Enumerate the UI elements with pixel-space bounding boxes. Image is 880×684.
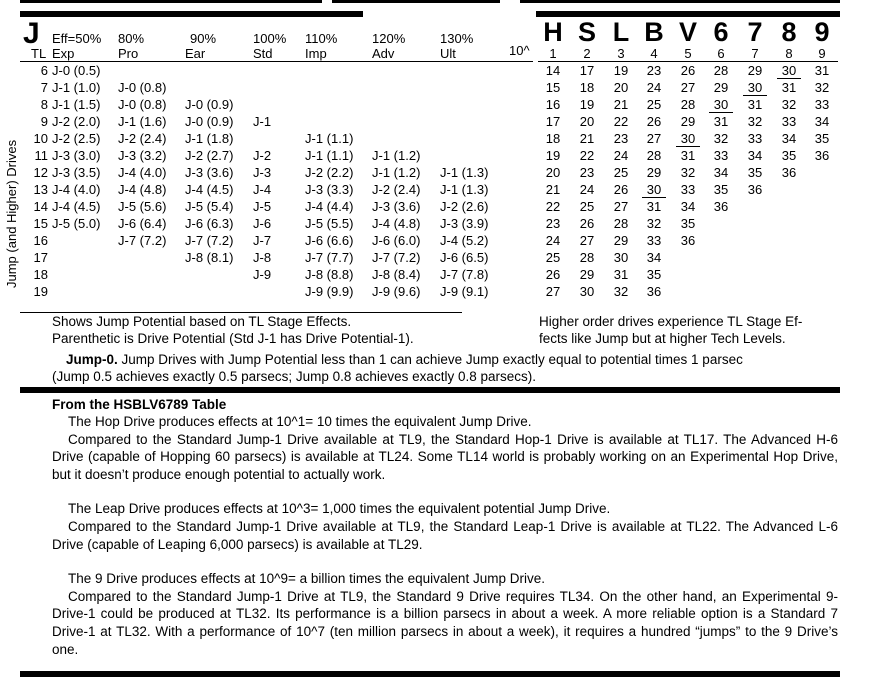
tl-value: 14 [545,63,561,78]
jump-cell: J-4 (4.0) [52,182,101,197]
jump-cell: J-0 (0.5) [52,63,101,78]
efficiency-header: 110% [305,31,338,46]
tl-value: 18 [545,131,561,146]
tl-value: 24 [646,80,662,95]
hsblv-header-underline [538,61,838,62]
jump-cell: J-2 (2.7) [185,148,234,163]
jump-cell: J-8 (8.4) [372,267,421,282]
jump-cell: J-8 (8.8) [305,267,354,282]
jump-cell: J-0 (0.8) [118,80,167,95]
tl-cell: 12 [33,165,48,180]
boundary-mark [676,146,700,147]
tl-value: 21 [613,97,629,112]
tl-value: 26 [545,267,561,282]
drive-letter: 9 [814,17,830,47]
drive-exponent: 4 [650,46,658,61]
paragraph-9drive-detail: Compared to the Standard Jump-1 Drive at TL9, the Standard 9 Drive requires TL34. On the other hand, an Experimental 9-Drive-1 could be produced at TL32. Its performance is a billion parsecs in about a week. A more reliable option is a Standard 7 Drive-1 at TL32. With a performance of 10^7 (ten million parsecs in about a week), it requires a hundred “jumps” to the 9 Drive’s one. [52,588,838,657]
tl-value: 33 [781,114,797,129]
tl-value: 35 [646,267,662,282]
tl-value: 24 [545,233,561,248]
tl-value: 20 [545,165,561,180]
tl-value: 31 [713,114,729,129]
tl-value: 21 [545,182,561,197]
jump-cell: J-3 [253,165,272,180]
jump0-title: Jump-0. [66,352,118,367]
tl-value: 27 [579,233,595,248]
efficiency-header: 90% [190,31,217,46]
jump-cell: J-7 (7.2) [185,233,234,248]
tl-value: 33 [680,182,696,197]
tl-value: 22 [579,148,595,163]
jump-cell: J-9 (9.9) [305,284,354,299]
paragraph-hop-effect: The Hop Drive produces effects at 10^1= 10 times the equivalent Jump Drive. [68,414,532,429]
drive-exponent: 1 [549,46,557,61]
drive-letter: 8 [781,17,797,47]
jump-cell: J-1 (1.3) [440,182,489,197]
jump-cell: J-2 [253,148,272,163]
section-rule [20,387,840,393]
drive-letter: S [577,17,596,47]
jump-cell: J-9 (9.6) [372,284,421,299]
jump-cell: J-7 (7.2) [372,250,421,265]
drive-letter: 6 [713,17,729,47]
tl-value: 34 [680,199,696,214]
boundary-mark [743,95,767,96]
jump-cell: J-1 (1.2) [372,148,421,163]
tl-value: 28 [613,216,629,231]
stage-header: Adv [372,46,395,61]
tl-value: 30 [781,63,797,78]
jump-cell: J-5 [253,199,272,214]
boundary-mark [777,78,801,79]
drive-exponent: 7 [751,46,759,61]
tl-value: 23 [579,165,595,180]
jump-table-letter: J [23,17,40,50]
tl-value: 29 [713,80,729,95]
jump-cell: J-5 (5.5) [305,216,354,231]
drive-exponent: 2 [583,46,591,61]
tl-value: 27 [680,80,696,95]
tl-value: 35 [713,182,729,197]
drive-exponent: 6 [717,46,725,61]
tl-value: 26 [646,114,662,129]
tl-cell: 14 [33,199,48,214]
jump-cell: J-1 (1.0) [52,80,101,95]
tl-value: 33 [747,131,763,146]
tl-value: 34 [747,148,763,163]
jump-cell: J-0 (0.9) [185,97,234,112]
tl-value: 23 [613,131,629,146]
tl-cell: 13 [33,182,48,197]
boundary-mark [642,197,666,198]
jump-cell: J-9 (9.1) [440,284,489,299]
drive-exponent: 8 [785,46,793,61]
header-rule-left [20,11,363,17]
jump-cell: J-1 [253,114,272,129]
tl-value: 36 [646,284,662,299]
jump-cell: J-7 [253,233,272,248]
jump-cell: J-5 (5.0) [52,216,101,231]
tl-value: 28 [713,63,729,78]
tl-value: 32 [646,216,662,231]
exponent-label: 10^ [509,43,530,58]
jump-cell: J-3 (3.3) [305,182,354,197]
tl-cell: 7 [40,80,48,95]
tl-value: 27 [545,284,561,299]
drive-letter: 7 [747,17,763,47]
jump-cell: J-6 (6.5) [440,250,489,265]
tl-value: 31 [814,63,830,78]
tl-value: 24 [579,182,595,197]
tl-value: 36 [814,148,830,163]
stage-header: Ult [440,46,456,61]
bottom-rule [20,671,840,677]
tl-value: 24 [613,148,629,163]
tl-value: 25 [579,199,595,214]
jump-cell: J-3 (3.0) [52,148,101,163]
jump-cell: J-7 (7.2) [118,233,167,248]
tl-value: 29 [579,267,595,282]
jump-cell: J-6 [253,216,272,231]
jump0-line-2: (Jump 0.5 achieves exactly 0.5 parsecs; Jump 0.8 achieves exactly 0.8 parsecs). [52,369,536,384]
tl-cell: 8 [40,97,48,112]
stage-header: Imp [305,46,327,61]
tl-value: 19 [545,148,561,163]
jump-cell: J-0 (0.9) [185,114,234,129]
tl-value: 34 [814,114,830,129]
tl-value: 25 [613,165,629,180]
tl-value: 30 [646,182,662,197]
tl-value: 23 [646,63,662,78]
jump-cell: J-4 (4.0) [118,165,167,180]
tl-value: 34 [781,131,797,146]
tl-value: 34 [646,250,662,265]
tl-value: 16 [545,97,561,112]
jump-cell: J-2 (2.4) [372,182,421,197]
tl-cell: 9 [40,114,48,129]
jump-cell: J-2 (2.2) [305,165,354,180]
stage-header: Pro [118,46,139,61]
jump-cell: J-0 (0.8) [118,97,167,112]
tl-cell: 10 [33,131,48,146]
jump-cell: J-5 (5.4) [185,199,234,214]
jump-cell: J-7 (7.8) [440,267,489,282]
tl-value: 35 [781,148,797,163]
jump-cell: J-3 (3.6) [372,199,421,214]
tl-value: 34 [713,165,729,180]
tl-value: 32 [747,114,763,129]
jump-cell: J-2 (2.0) [52,114,101,129]
drive-letter: H [543,17,563,47]
drive-letter: L [612,17,630,47]
efficiency-header: 130% [440,31,474,46]
jump-note-1: Shows Jump Potential based on TL Stage Effects. [52,314,352,329]
tl-cell: 6 [40,63,48,78]
jump-cell: J-9 [253,267,272,282]
jump-cell: J-1 (1.2) [372,165,421,180]
tl-value: 18 [579,80,595,95]
tl-value: 28 [680,97,696,112]
tl-value: 32 [680,165,696,180]
jump-cell: J-8 (8.1) [185,250,234,265]
tl-value: 17 [545,114,561,129]
tl-value: 21 [579,131,595,146]
tl-value: 31 [747,97,763,112]
side-label: Jump (and Higher) Drives [4,139,19,288]
efficiency-header: 100% [253,31,287,46]
tl-value: 25 [545,250,561,265]
jump-cell: J-3 (3.9) [440,216,489,231]
paragraph-leap-effect: The Leap Drive produces effects at 10^3= 1,000 times the equivalent potential Jump Drive. [68,501,611,517]
efficiency-header: Eff=50% [52,31,102,46]
tl-value: 36 [713,199,729,214]
tl-value: 30 [613,250,629,265]
jump-cell: J-8 [253,250,272,265]
tl-value: 29 [613,233,629,248]
jump-cell: J-1 (1.3) [440,165,489,180]
jump-cell: J-4 (4.4) [305,199,354,214]
tl-cell: 18 [33,267,48,282]
jump-cell: J-1 (1.5) [52,97,101,112]
paragraph-9drive-effect: The 9 Drive produces effects at 10^9= a billion times the equivalent Jump Drive. [68,571,545,587]
tl-value: 22 [613,114,629,129]
tl-value: 35 [814,131,830,146]
drive-letter: V [678,17,697,47]
paragraph-hop-detail: Compared to the Standard Jump-1 Drive available at TL9, the Standard Hop-1 Drive is available at TL17. The Advanced H-6 Drive (capable of Hopping 60 parsecs) is available at TL24. Some TL14 world is probably working on an Experimental Hop Drive, but it doesn’t produce enough potential to actually work. [52,431,838,482]
drive-exponent: 5 [684,46,692,61]
jump-cell: J-4 (4.8) [372,216,421,231]
tl-value: 32 [613,284,629,299]
tl-cell: 17 [33,250,48,265]
tl-value: 19 [613,63,629,78]
jump-cell: J-6 (6.6) [305,233,354,248]
tl-value: 32 [713,131,729,146]
jump-cell: J-2 (2.4) [118,131,167,146]
tl-value: 17 [579,63,595,78]
tl-value: 20 [579,114,595,129]
jump-cell: J-4 (4.8) [118,182,167,197]
tl-value: 32 [781,97,797,112]
tl-value: 25 [646,97,662,112]
drive-exponent: 9 [818,46,826,61]
top-rule-right [520,0,840,3]
tl-value: 33 [814,97,830,112]
jump-cell: J-3 (3.5) [52,165,101,180]
jump-cell: J-5 (5.6) [118,199,167,214]
tl-value: 36 [781,165,797,180]
top-rule-left [20,0,322,3]
jump-cell: J-1 (1.1) [305,131,354,146]
tl-value: 31 [613,267,629,282]
hsblv-note-1: Higher order drives experience TL Stage Ef- [539,314,803,329]
drive-exponent: 3 [617,46,625,61]
top-rule-mid [332,0,500,3]
tl-value: 26 [680,63,696,78]
tl-value: 27 [613,199,629,214]
stage-header: Std [253,46,273,61]
tl-value: 27 [646,131,662,146]
hsblv-section-body [52,413,838,658]
tl-cell: 15 [33,216,48,231]
jump-cell: J-1 (1.1) [305,148,354,163]
tl-value: 26 [613,182,629,197]
jump-cell: J-4 (5.2) [440,233,489,248]
tl-value: 32 [814,80,830,95]
jump-cell: J-7 (7.7) [305,250,354,265]
jump-cell: J-4 (4.5) [185,182,234,197]
hsblv-section-title: From the HSBLV6789 Table [52,397,227,412]
efficiency-header: 80% [118,31,145,46]
jump-cell: J-6 (6.0) [372,233,421,248]
tl-value: 33 [646,233,662,248]
tl-value: 28 [646,148,662,163]
jump-cell: J-1 (1.6) [118,114,167,129]
jump-cell: J-1 (1.8) [185,131,234,146]
jump-cell: J-2 (2.5) [52,131,101,146]
drive-letter: B [644,17,664,47]
tl-value: 31 [680,148,696,163]
stage-header: Exp [52,46,75,61]
tl-cell: 11 [34,148,48,163]
jump-cell: J-3 (3.6) [185,165,234,180]
tl-value: 36 [747,182,763,197]
tl-cell: 19 [33,284,48,299]
jump-cell: J-6 (6.4) [118,216,167,231]
stage-header: Ear [185,46,206,61]
jump-cell: J-3 (3.2) [118,148,167,163]
jump-cell: J-4 [253,182,272,197]
tl-value: 29 [646,165,662,180]
tl-value: 36 [680,233,696,248]
tl-value: 35 [680,216,696,231]
tl-value: 20 [613,80,629,95]
hsblv-note-2: fects like Jump but at higher Tech Levels. [539,331,786,346]
tl-column-label: TL [31,46,47,61]
tl-value: 28 [579,250,595,265]
tl-value: 31 [781,80,797,95]
jump-note-2: Parenthetic is Drive Potential (Std J-1 has Drive Potential-1). [52,331,414,346]
tl-value: 26 [579,216,595,231]
tl-value: 29 [680,114,696,129]
jump-cell: J-4 (4.5) [52,199,101,214]
jump-cell: J-2 (2.6) [440,199,489,214]
tl-value: 30 [579,284,595,299]
tl-value: 30 [747,80,763,95]
boundary-mark [709,112,733,113]
tl-value: 22 [545,199,561,214]
tl-value: 35 [747,165,763,180]
tl-cell: 16 [33,233,48,248]
paragraph-leap-detail: Compared to the Standard Jump-1 Drive available at TL9, the Standard Leap-1 Drive is available at TL22. The Advanced L-6 Drive (capable of Leaping 6,000 parsecs) is available at TL29. [52,518,838,552]
jump-cell: J-6 (6.3) [185,216,234,231]
tl-value: 19 [579,97,595,112]
jump0-text-1: Jump Drives with Jump Potential less than 1 can achieve Jump exactly equal to potential times 1 parsec [117,352,743,367]
tl-value: 30 [713,97,729,112]
tl-value: 23 [545,216,561,231]
jump0-line-1 [66,351,743,368]
tl-value: 29 [747,63,763,78]
tl-value: 15 [545,80,561,95]
efficiency-header: 120% [372,31,406,46]
tl-value: 33 [713,148,729,163]
tl-value: 31 [646,199,662,214]
jump-header-underline [20,61,533,62]
tl-value: 30 [680,131,696,146]
